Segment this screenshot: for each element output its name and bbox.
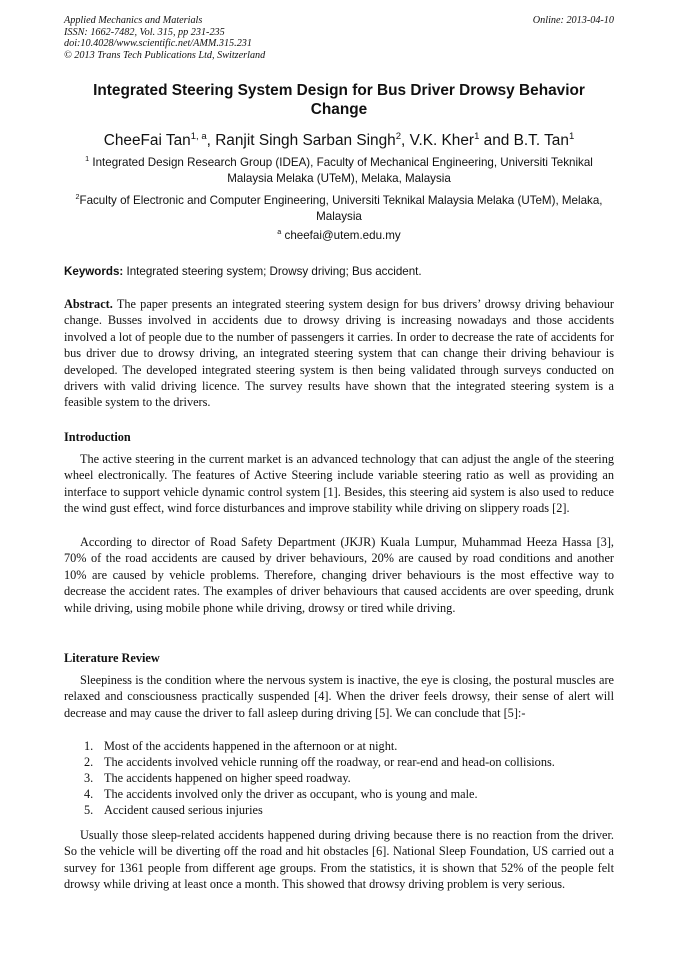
list-number: 2.	[84, 755, 94, 769]
journal-info	[64, 15, 265, 61]
copyright-line: © 2013 Trans Tech Publications Ltd, Switzerland	[64, 49, 266, 61]
doi-line: doi:10.4028/www.scientific.net/AMM.315.231	[64, 38, 252, 50]
abstract-text: The paper presents an integrated steering system design for bus drivers’ drowsy driving behaviour change. Busses involved in accidents due to drowsy driving is increasing nowadays and those accidents involved a lot of people due to the number of passengers it carries. In order to decrease the rate of accidents for bus driver due to drowsy driving, an integrated steering system that can change their driving behaviour is developed. The developed integrated steering system is then being validated through surveys conducted on drivers with valid driving licence. The survey results have shown that the integrated steering system is a feasible system to the drivers.	[64, 297, 614, 410]
intro-paragraph-2: According to director of Road Safety Department (JKJR) Kuala Lumpur, Muhammad Heeza Hassa [3], 70% of the road accidents are caused by driver behaviours, 20% are caused by road conditions and another 10% are caused by vehicle problems. Therefore, changing driver behaviours is the most effective way to decrease the accident rates. The examples of driver behaviours that caused accidents are over speeding, drunk while driving, using mobile phone while driving, drowsy or tired while driving.	[64, 535, 614, 615]
list-item	[64, 770, 614, 786]
list-text: The accidents happened on higher speed roadway.	[104, 771, 351, 785]
email-superscript: a	[277, 227, 282, 237]
list-text: Accident caused serious injuries	[104, 803, 263, 817]
author-name: CheeFai Tan	[103, 132, 191, 149]
abstract-label: Abstract.	[64, 297, 113, 311]
intro-paragraph-1: The active steering in the current market is an advanced technology that can adjust the angle of the steering wheel electronically. The features of Active Steering include variable steering ratio as well as providing an interface to support vehicle dynamic control system [1]. Besides, this steering aid system is also used to reduce the wind gust effect, wind force disturbances and improve stability while driving on slippery roads [2].	[64, 452, 614, 516]
journal-name: Applied Mechanics and Materials	[64, 15, 203, 26]
list-number: 4.	[84, 787, 94, 801]
affiliation-1	[64, 155, 614, 187]
list-text: The accidents involved vehicle running off the roadway, or rear-end and head-on collisions.	[104, 755, 555, 769]
online-date: Online: 2013-04-10	[532, 15, 614, 26]
list-item	[64, 754, 614, 770]
list-item	[64, 786, 614, 802]
keywords-text: Integrated steering system; Drowsy driving; Bus accident.	[123, 265, 422, 278]
author-superscript: 1, a	[190, 130, 207, 142]
affiliation-text: Faculty of Electronic and Computer Engineering, Universiti Teknikal Malaysia Melaka (UTeM), Melaka, Malaysia	[79, 194, 603, 223]
list-item	[64, 802, 614, 818]
list-number: 3.	[84, 771, 94, 785]
affiliation-text: Integrated Design Research Group (IDEA), Faculty of Mechanical Engineering, Universiti Teknikal Malaysia Melaka (UTeM), Melaka, Malaysia	[89, 156, 593, 185]
affiliation-2	[64, 193, 614, 225]
email-address: cheefai@utem.edu.my	[281, 229, 401, 242]
section-heading-introduction: Introduction	[64, 430, 131, 444]
list-number: 5.	[84, 803, 94, 817]
affiliation-superscript: 1	[85, 154, 90, 164]
list-item	[64, 738, 614, 754]
conclusion-list	[64, 738, 614, 818]
author-name: , V.K. Kher	[401, 132, 475, 149]
affiliation-superscript: 2	[75, 192, 80, 202]
author-superscript: 2	[395, 130, 402, 142]
author-superscript: 1	[568, 130, 575, 142]
author-superscript: 1	[474, 130, 480, 142]
keywords	[64, 264, 614, 279]
author-name: , Ranjit Singh Sarban Singh	[206, 132, 396, 149]
issn-line: ISSN: 1662-7482, Vol. 315, pp 231-235	[64, 26, 225, 38]
section-heading-literature-review: Literature Review	[64, 651, 160, 665]
list-text: Most of the accidents happened in the afternoon or at night.	[104, 739, 398, 753]
list-number: 1.	[84, 739, 94, 753]
paper-title: Integrated Steering System Design for Bus Driver Drowsy Behavior Change	[93, 82, 585, 118]
abstract	[64, 296, 614, 411]
list-text: The accidents involved only the driver as occupant, who is young and male.	[104, 787, 478, 801]
literature-paragraph-2: Usually those sleep-related accidents happened during driving because there is no reaction from the driver. So the vehicle will be diverting off the road and hit obstacles [6]. National Sleep Foundation, US carried out a survey for 1361 people from different age groups. From the statistics, it is shown that 52% of the people felt drowsy while driving at least once a month. This showed that drowsy driving problem is very serious.	[64, 828, 614, 892]
author-email	[64, 228, 614, 244]
author-list	[64, 132, 614, 150]
author-name: and B.T. Tan	[479, 132, 569, 149]
keywords-label: Keywords:	[64, 265, 124, 278]
literature-paragraph-1: Sleepiness is the condition where the nervous system is inactive, the eye is closing, the postural muscles are relaxed and consciousness practically suspended [4]. When the driver feels drowsy, their sense of alert will decrease and may cause the driver to fall asleep during driving [5]. We can conclude that [5]:-	[64, 673, 614, 720]
